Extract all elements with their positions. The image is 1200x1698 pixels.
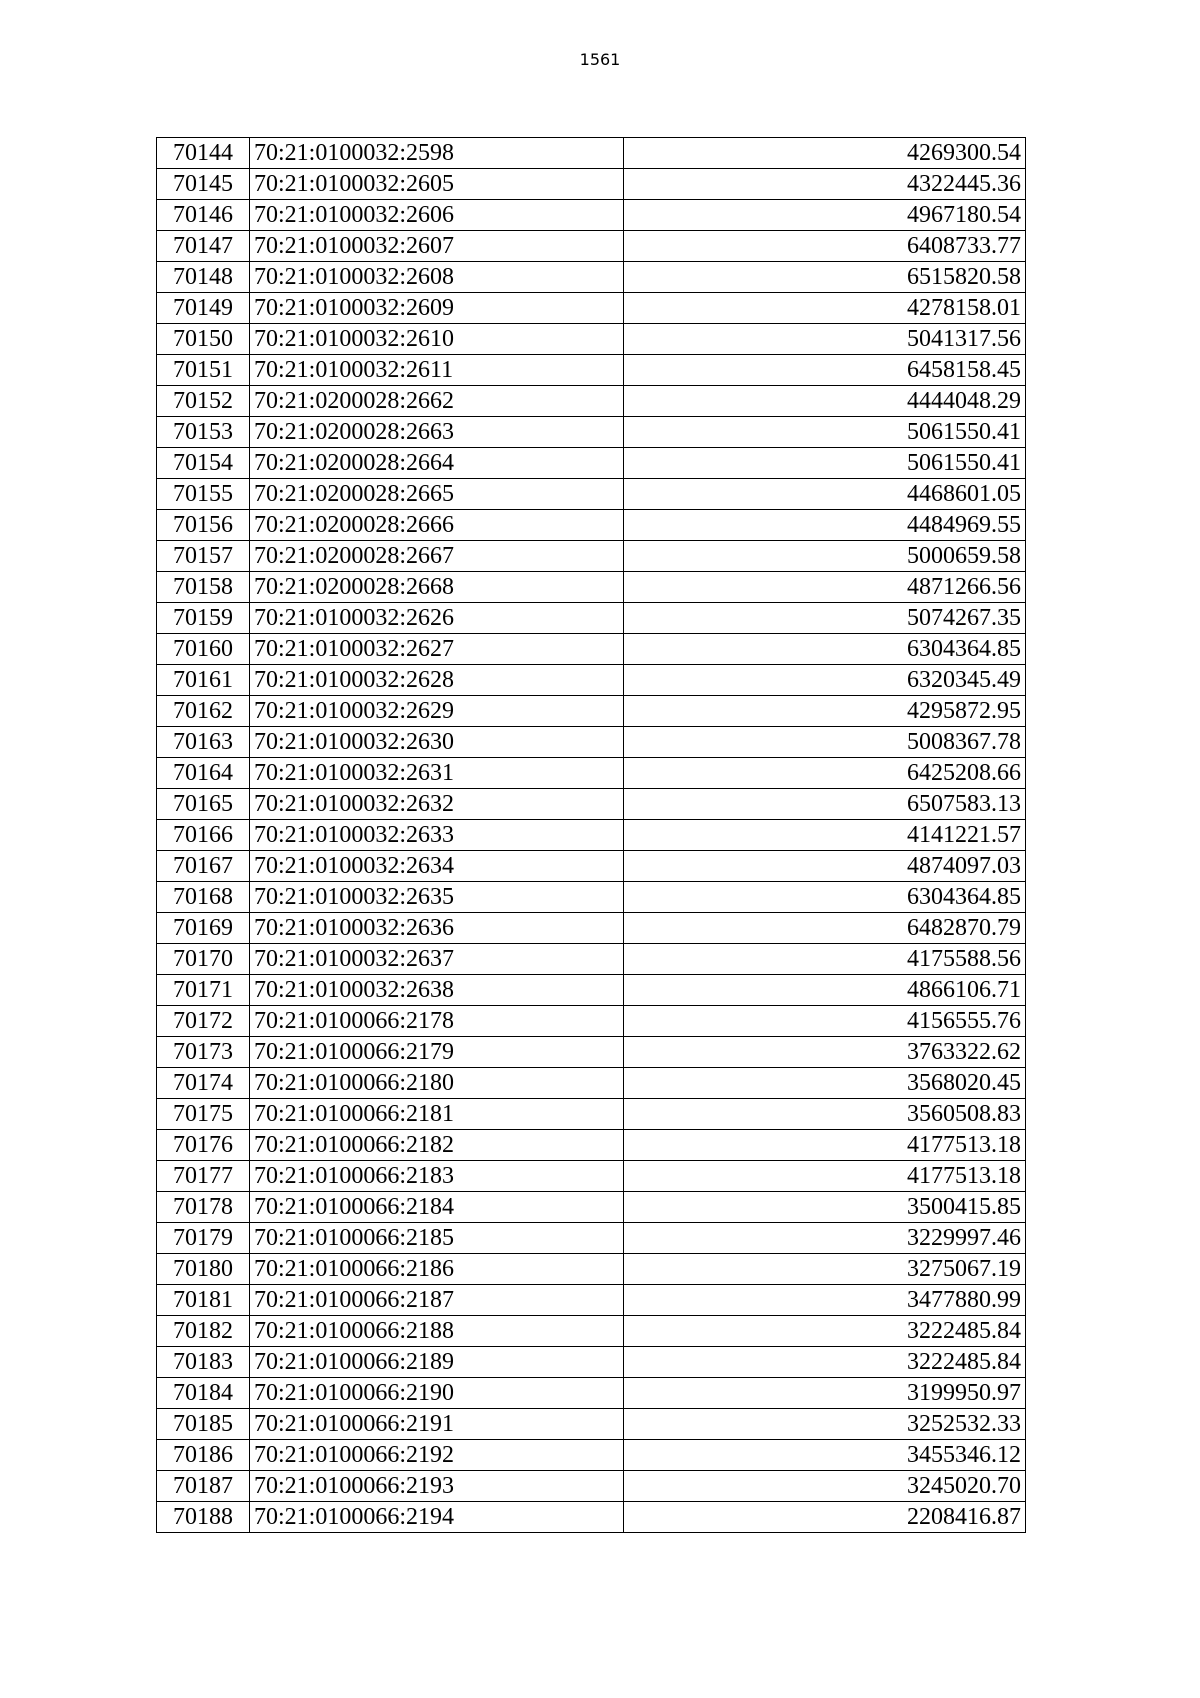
row-number-cell: 70172 — [157, 1006, 250, 1037]
cadastral-number-cell: 70:21:0100066:2191 — [250, 1409, 624, 1440]
table-row — [157, 789, 1026, 820]
cadastral-value-cell: 4141221.57 — [624, 820, 1026, 851]
cadastral-value-cell: 3568020.45 — [624, 1068, 1026, 1099]
cadastral-value-cell: 3455346.12 — [624, 1440, 1026, 1471]
cadastral-number-cell: 70:21:0100032:2628 — [250, 665, 624, 696]
table-row — [157, 479, 1026, 510]
cadastral-value-cell: 4156555.76 — [624, 1006, 1026, 1037]
cadastral-number-cell: 70:21:0100032:2629 — [250, 696, 624, 727]
cadastral-value-cell: 6482870.79 — [624, 913, 1026, 944]
cadastral-value-cell: 5041317.56 — [624, 324, 1026, 355]
cadastral-number-cell: 70:21:0100032:2609 — [250, 293, 624, 324]
table-row — [157, 262, 1026, 293]
row-number-cell: 70186 — [157, 1440, 250, 1471]
table-row — [157, 1099, 1026, 1130]
table-row — [157, 665, 1026, 696]
cadastral-number-cell: 70:21:0200028:2663 — [250, 417, 624, 448]
row-number-cell: 70144 — [157, 138, 250, 169]
row-number-cell: 70183 — [157, 1347, 250, 1378]
cadastral-number-cell: 70:21:0200028:2666 — [250, 510, 624, 541]
row-number-cell: 70154 — [157, 448, 250, 479]
table-row — [157, 758, 1026, 789]
cadastral-number-cell: 70:21:0100066:2189 — [250, 1347, 624, 1378]
table-row — [157, 324, 1026, 355]
cadastral-value-cell: 4484969.55 — [624, 510, 1026, 541]
cadastral-number-cell: 70:21:0100032:2635 — [250, 882, 624, 913]
table-row — [157, 603, 1026, 634]
row-number-cell: 70173 — [157, 1037, 250, 1068]
cadastral-value-cell: 4967180.54 — [624, 200, 1026, 231]
cadastral-value-cell: 6458158.45 — [624, 355, 1026, 386]
row-number-cell: 70156 — [157, 510, 250, 541]
cadastral-number-cell: 70:21:0100066:2178 — [250, 1006, 624, 1037]
row-number-cell: 70178 — [157, 1192, 250, 1223]
table-row — [157, 200, 1026, 231]
table-row — [157, 293, 1026, 324]
cadastral-number-cell: 70:21:0100032:2634 — [250, 851, 624, 882]
cadastral-value-cell: 4269300.54 — [624, 138, 1026, 169]
table-row — [157, 1316, 1026, 1347]
table-row — [157, 975, 1026, 1006]
cadastral-number-cell: 70:21:0100032:2626 — [250, 603, 624, 634]
row-number-cell: 70163 — [157, 727, 250, 758]
row-number-cell: 70185 — [157, 1409, 250, 1440]
cadastral-number-cell: 70:21:0100066:2186 — [250, 1254, 624, 1285]
row-number-cell: 70159 — [157, 603, 250, 634]
table-row — [157, 355, 1026, 386]
cadastral-value-cell: 3222485.84 — [624, 1316, 1026, 1347]
row-number-cell: 70149 — [157, 293, 250, 324]
cadastral-value-cell: 6320345.49 — [624, 665, 1026, 696]
cadastral-value-cell: 5000659.58 — [624, 541, 1026, 572]
table-row — [157, 138, 1026, 169]
table-row — [157, 1130, 1026, 1161]
cadastral-number-cell: 70:21:0100032:2632 — [250, 789, 624, 820]
row-number-cell: 70169 — [157, 913, 250, 944]
page-number: 1561 — [579, 50, 621, 69]
table-row — [157, 1440, 1026, 1471]
table-row — [157, 944, 1026, 975]
table-row — [157, 231, 1026, 262]
row-number-cell: 70160 — [157, 634, 250, 665]
table-row — [157, 696, 1026, 727]
table-row — [157, 820, 1026, 851]
cadastral-value-cell: 3199950.97 — [624, 1378, 1026, 1409]
row-number-cell: 70145 — [157, 169, 250, 200]
cadastral-number-cell: 70:21:0100066:2187 — [250, 1285, 624, 1316]
cadastral-value-cell: 3275067.19 — [624, 1254, 1026, 1285]
cadastral-number-cell: 70:21:0100032:2608 — [250, 262, 624, 293]
table-row — [157, 913, 1026, 944]
cadastral-number-cell: 70:21:0100066:2188 — [250, 1316, 624, 1347]
cadastral-number-cell: 70:21:0100066:2185 — [250, 1223, 624, 1254]
cadastral-value-cell: 2208416.87 — [624, 1502, 1026, 1533]
cadastral-number-cell: 70:21:0100066:2192 — [250, 1440, 624, 1471]
cadastral-number-cell: 70:21:0100066:2184 — [250, 1192, 624, 1223]
cadastral-value-cell: 4468601.05 — [624, 479, 1026, 510]
row-number-cell: 70165 — [157, 789, 250, 820]
table-row — [157, 851, 1026, 882]
cadastral-number-cell: 70:21:0100032:2607 — [250, 231, 624, 262]
cadastral-value-cell: 5008367.78 — [624, 727, 1026, 758]
row-number-cell: 70167 — [157, 851, 250, 882]
row-number-cell: 70181 — [157, 1285, 250, 1316]
row-number-cell: 70148 — [157, 262, 250, 293]
cadastral-number-cell: 70:21:0100032:2610 — [250, 324, 624, 355]
cadastral-number-cell: 70:21:0200028:2668 — [250, 572, 624, 603]
table-row — [157, 1223, 1026, 1254]
cadastral-number-cell: 70:21:0100066:2181 — [250, 1099, 624, 1130]
row-number-cell: 70187 — [157, 1471, 250, 1502]
cadastral-value-cell: 3222485.84 — [624, 1347, 1026, 1378]
cadastral-value-cell: 4175588.56 — [624, 944, 1026, 975]
row-number-cell: 70151 — [157, 355, 250, 386]
row-number-cell: 70170 — [157, 944, 250, 975]
row-number-cell: 70150 — [157, 324, 250, 355]
cadastral-value-cell: 3763322.62 — [624, 1037, 1026, 1068]
table-row — [157, 1037, 1026, 1068]
row-number-cell: 70166 — [157, 820, 250, 851]
cadastral-number-cell: 70:21:0100032:2627 — [250, 634, 624, 665]
cadastral-value-cell: 3560508.83 — [624, 1099, 1026, 1130]
cadastral-number-cell: 70:21:0100066:2180 — [250, 1068, 624, 1099]
row-number-cell: 70161 — [157, 665, 250, 696]
cadastral-number-cell: 70:21:0200028:2665 — [250, 479, 624, 510]
table-row — [157, 1161, 1026, 1192]
table-row — [157, 1378, 1026, 1409]
cadastral-number-cell: 70:21:0100032:2611 — [250, 355, 624, 386]
cadastral-value-cell: 4295872.95 — [624, 696, 1026, 727]
cadastral-value-cell: 4278158.01 — [624, 293, 1026, 324]
cadastral-number-cell: 70:21:0100032:2637 — [250, 944, 624, 975]
table-row — [157, 541, 1026, 572]
cadastral-value-cell: 4177513.18 — [624, 1130, 1026, 1161]
cadastral-number-cell: 70:21:0100066:2193 — [250, 1471, 624, 1502]
cadastral-value-cell: 6507583.13 — [624, 789, 1026, 820]
cadastral-value-cell: 6304364.85 — [624, 634, 1026, 665]
table-row — [157, 448, 1026, 479]
table-row — [157, 1192, 1026, 1223]
cadastral-number-cell: 70:21:0100066:2183 — [250, 1161, 624, 1192]
row-number-cell: 70188 — [157, 1502, 250, 1533]
cadastral-number-cell: 70:21:0100032:2631 — [250, 758, 624, 789]
table-row — [157, 1347, 1026, 1378]
row-number-cell: 70184 — [157, 1378, 250, 1409]
row-number-cell: 70176 — [157, 1130, 250, 1161]
table-row — [157, 572, 1026, 603]
row-number-cell: 70168 — [157, 882, 250, 913]
cadastral-number-cell: 70:21:0100032:2606 — [250, 200, 624, 231]
table-row — [157, 1409, 1026, 1440]
cadastral-value-cell: 4444048.29 — [624, 386, 1026, 417]
cadastral-value-cell: 4177513.18 — [624, 1161, 1026, 1192]
cadastral-number-cell: 70:21:0100066:2182 — [250, 1130, 624, 1161]
cadastral-value-cell: 3500415.85 — [624, 1192, 1026, 1223]
row-number-cell: 70179 — [157, 1223, 250, 1254]
row-number-cell: 70146 — [157, 200, 250, 231]
table-row — [157, 1006, 1026, 1037]
cadastral-value-cell: 4874097.03 — [624, 851, 1026, 882]
cadastral-number-cell: 70:21:0100032:2633 — [250, 820, 624, 851]
cadastral-number-cell: 70:21:0100032:2598 — [250, 138, 624, 169]
cadastral-value-cell: 5061550.41 — [624, 417, 1026, 448]
cadastral-number-cell: 70:21:0200028:2662 — [250, 386, 624, 417]
cadastral-value-cell: 6515820.58 — [624, 262, 1026, 293]
row-number-cell: 70162 — [157, 696, 250, 727]
cadastral-value-cell: 3477880.99 — [624, 1285, 1026, 1316]
table-row — [157, 882, 1026, 913]
table-body — [157, 138, 1026, 1533]
table-row — [157, 634, 1026, 665]
cadastral-value-cell: 3245020.70 — [624, 1471, 1026, 1502]
cadastral-value-cell: 4866106.71 — [624, 975, 1026, 1006]
cadastral-value-cell: 4322445.36 — [624, 169, 1026, 200]
cadastral-number-cell: 70:21:0200028:2664 — [250, 448, 624, 479]
cadastral-number-cell: 70:21:0100032:2630 — [250, 727, 624, 758]
cadastral-value-cell: 6408733.77 — [624, 231, 1026, 262]
row-number-cell: 70180 — [157, 1254, 250, 1285]
table-row — [157, 1471, 1026, 1502]
table-row — [157, 1285, 1026, 1316]
row-number-cell: 70147 — [157, 231, 250, 262]
row-number-cell: 70177 — [157, 1161, 250, 1192]
table-row — [157, 727, 1026, 758]
row-number-cell: 70174 — [157, 1068, 250, 1099]
table-row — [157, 510, 1026, 541]
cadastral-number-cell: 70:21:0100032:2636 — [250, 913, 624, 944]
cadastral-value-cell: 4871266.56 — [624, 572, 1026, 603]
table-row — [157, 386, 1026, 417]
row-number-cell: 70164 — [157, 758, 250, 789]
cadastral-value-cell: 6425208.66 — [624, 758, 1026, 789]
table-row — [157, 1502, 1026, 1533]
row-number-cell: 70171 — [157, 975, 250, 1006]
cadastral-number-cell: 70:21:0200028:2667 — [250, 541, 624, 572]
cadastral-value-cell: 3252532.33 — [624, 1409, 1026, 1440]
cadastral-number-cell: 70:21:0100066:2190 — [250, 1378, 624, 1409]
table-row — [157, 1254, 1026, 1285]
row-number-cell: 70153 — [157, 417, 250, 448]
cadastral-number-cell: 70:21:0100066:2179 — [250, 1037, 624, 1068]
cadastral-value-cell: 5061550.41 — [624, 448, 1026, 479]
cadastral-number-cell: 70:21:0100032:2605 — [250, 169, 624, 200]
row-number-cell: 70182 — [157, 1316, 250, 1347]
row-number-cell: 70158 — [157, 572, 250, 603]
table-row — [157, 417, 1026, 448]
row-number-cell: 70152 — [157, 386, 250, 417]
cadastral-number-cell: 70:21:0100066:2194 — [250, 1502, 624, 1533]
cadastral-number-cell: 70:21:0100032:2638 — [250, 975, 624, 1006]
table-row — [157, 169, 1026, 200]
table-row — [157, 1068, 1026, 1099]
row-number-cell: 70157 — [157, 541, 250, 572]
cadastral-value-cell: 6304364.85 — [624, 882, 1026, 913]
row-number-cell: 70175 — [157, 1099, 250, 1130]
row-number-cell: 70155 — [157, 479, 250, 510]
cadastral-value-cell: 5074267.35 — [624, 603, 1026, 634]
cadastral-value-cell: 3229997.46 — [624, 1223, 1026, 1254]
cadastral-value-table — [156, 137, 1026, 1533]
